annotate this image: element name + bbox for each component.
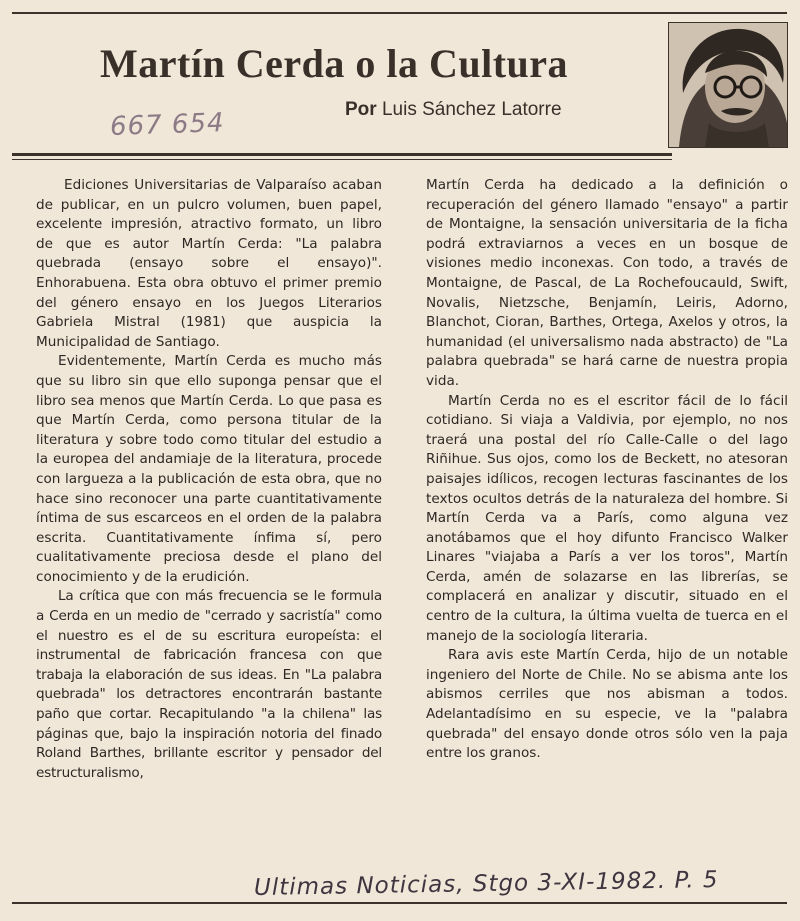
- left-column: [36, 176, 382, 783]
- byline: [345, 99, 562, 121]
- portrait-image: [669, 23, 787, 147]
- left-paragraph-3: La crítica que con más frecuencia se le formula a Cerda en un medio de "cerrado y sacristía" como el nuestro es el de su escritura europeísta: el instrumental de fabricación francesa con que trabaja la elaboración de sus ideas. En "La palabra quebrada" los detractores encontrarán bastante paño que cortar. Recapitulando "a la chilena" las páginas que, bajo la inspiración notoria del finado Roland Barthes, brillante escritor y pensador del estructuralismo,: [36, 588, 382, 781]
- byline-prefix: Por: [345, 99, 377, 120]
- left-paragraph-2: Evidentemente, Martín Cerda es mucho más que su libro sin que ello suponga pensar que el libro sea menos que Martín Cerda. Lo que pasa es que Martín Cerda, como persona titular de la literatura y sobre todo como titular del estudio a la europea del andamiaje de la literatura, procede con largueza a la publicación de esta obra, que no hace sino reconocer una parte cuantitativamente íntima de sus escarceos en el orden de la palabra escrita. Cuantitativamente ínfima sí, pero cualitativamente preciosa desde el plano del conocimiento y de la erudición.: [36, 353, 382, 585]
- byline-author: Luis Sánchez Latorre: [381, 99, 562, 120]
- left-paragraph-1: Ediciones Universitarias de Valparaíso acaban de publicar, en un pulcro volumen, buen papel, excelente impresión, atractivo formato, un libro de que es autor Martín Cerda: "La palabra quebrada (ensayo sobre el ensayo)". Enhorabuena. Esta obra obtuvo el primer premio del género ensayo en los Juegos Literarios Gabriela Mistral (1981) que auspicia la Municipalidad de Santiago.: [36, 177, 382, 350]
- archive-number-annotation: 667 654: [109, 108, 226, 142]
- author-portrait: [668, 22, 788, 148]
- title-rule-thin: [12, 159, 672, 160]
- headline: Martín Cerda o la Cultura: [100, 41, 569, 86]
- top-rule: [12, 12, 787, 14]
- right-paragraph-2: Martín Cerda no es el escritor fácil de lo fácil cotidiano. Si viaja a Valdivia, por ejemplo, no nos traerá una postal del río Calle-Calle o del lago Riñihue. Sus ojos, como los de Beckett, no atesoran paisajes idílicos, recogen lecturas fascinantes de los textos ocultos detrás de la naturaleza del hombre. Si Martín Cerda va a París, como alguna vez anotábamos que el hoy difunto Francisco Walker Linares "viajaba a París a ver los toros", Martín Cerda, amén de solazarse en las librerías, se complacerá en analizar y discutir, situado en el centro de la cultura, la última vuelta de tuerca en el manejo de la sociología literaria.: [426, 392, 788, 644]
- title-rule-thick: [12, 153, 672, 156]
- right-column: [426, 176, 788, 764]
- clipping-source-annotation: Ultimas Noticias, Stgo 3-XI-1982. P. 5: [253, 866, 719, 902]
- bottom-rule: [12, 902, 787, 904]
- right-paragraph-3: Rara avis este Martín Cerda, hijo de un notable ingeniero del Norte de Chile. No se abisma ante los abismos cerriles que nos abisman a todos. Adelantadísimo en su especie, ve la "palabra quebrada" del ensayo donde otros sólo ven la paja entre los granos.: [426, 647, 788, 762]
- right-paragraph-1: Martín Cerda ha dedicado a la definición o recuperación del género llamado "ensayo" a partir de Montaigne, la sensación universitaria de la ficha podrá extraviarnos a veces en un bosque de visiones medio inconexas. Con todo, a través de Montaigne, de Pascal, de La Rochefoucauld, Swift, Novalis, Nietzsche, Benjamín, Leiris, Adorno, Blanchot, Cioran, Barthes, Ortega, Axelos y otros, la humanidad (el universalismo nada abstracto) de "La palabra quebrada" se hará carne de nuestra propia vida.: [426, 177, 788, 389]
